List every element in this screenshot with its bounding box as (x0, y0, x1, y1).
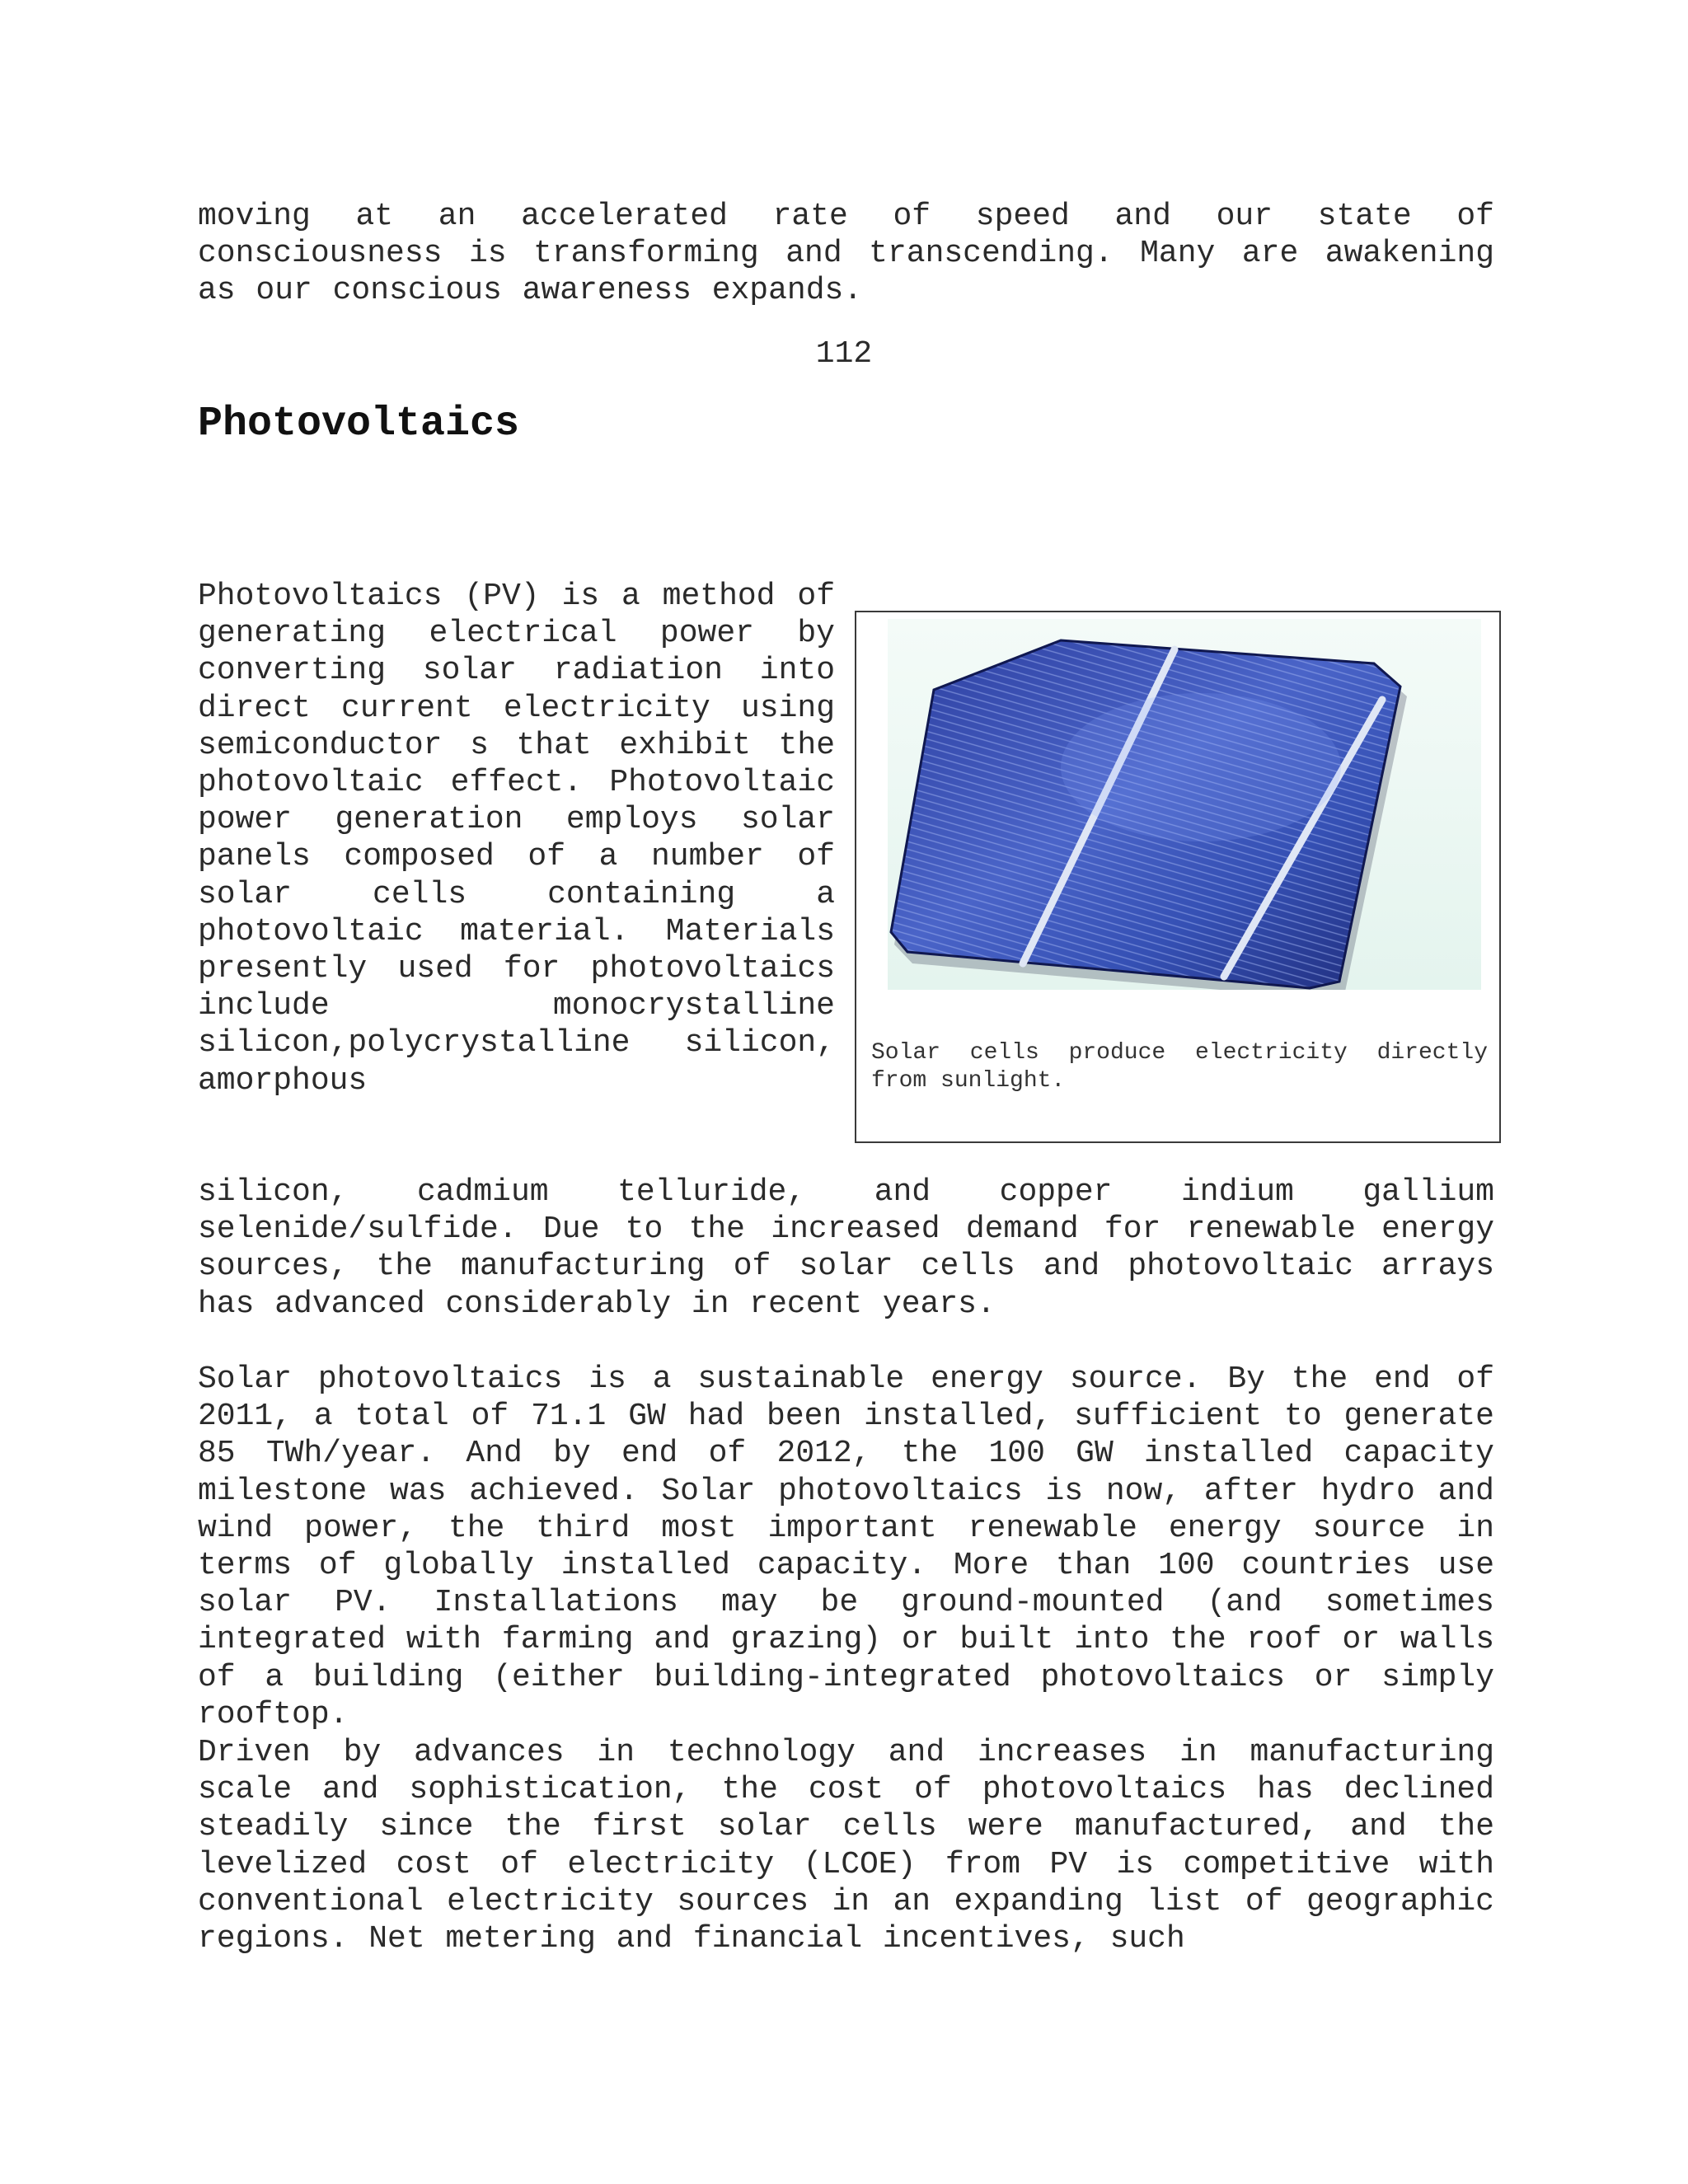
paragraph-pv-definition: Photovoltaics (PV) is a method of generating electrical power by converting solar radiation into direct current electricity using semiconductor s that exhibit the photovoltaic effect. Photovoltaic power generation employs solar panels composed of a number of solar cells containing a photovoltaic material. Materials presently used for photovoltaics include monocrystalline silicon,polycrystalline silicon, amorphous (198, 579, 835, 1099)
paragraph-cost: Driven by advances in technology and increases in manufacturing scale and sophistication, the cost of photovoltaics has declined steadily since the first solar cells were manufactured, and the levelized cost of electricity (LCOE) from PV is competitive with conventional electricity sources in an expanding list of geographic regions. Net metering and financial incentives, such (198, 1735, 1494, 1957)
solar-cell-photo (888, 619, 1481, 990)
paragraph-materials: silicon, cadmium telluride, and copper indium gallium selenide/sulfide. Due to the increased demand for renewable energy sources, the manufacturing of solar cells and photovoltaic arrays has advanced considerably in recent years. (198, 1174, 1494, 1322)
intro-paragraph: moving at an accelerated rate of speed and our state of consciousness is transforming and transcending. Many are awakening as our conscious awareness expands. (198, 199, 1494, 309)
figure-caption: Solar cells produce electricity directly from sunlight. (871, 1040, 1488, 1094)
figure-box (855, 611, 1501, 1143)
paragraph-sustainability: Solar photovoltaics is a sustainable energy source. By the end of 2011, a total of 71.1 GW had been installed, sufficient to generate 85 TWh/year. And by end of 2012, the 100 GW installed capacity milestone was achieved. Solar photovoltaics is now, after hydro and wind power, the third most important renewable energy source in terms of globally installed capacity. More than 100 countries use solar PV. Installations may be ground-mounted (and sometimes integrated with farming and grazing) or built into the roof or walls of a building (either building-integrated photovoltaics or simply rooftop. (198, 1361, 1494, 1732)
section-heading: Photovoltaics (198, 401, 520, 448)
page-number: 112 (815, 336, 873, 372)
